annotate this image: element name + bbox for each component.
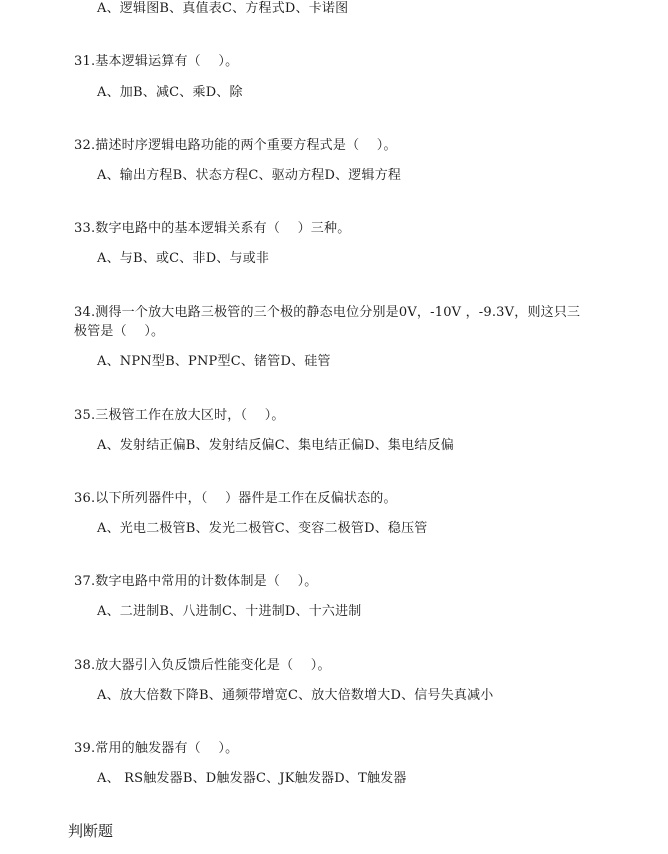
question-30-options: A、逻辑图B、真值表C、方程式D、卡诺图 <box>97 1 349 16</box>
question-31-stem: 31.基本逻辑运算有（ ）。 <box>74 54 239 69</box>
question-32-options: A、输出方程B、状态方程C、驱动方程D、逻辑方程 <box>97 168 402 183</box>
question-36-stem: 36.以下所列器件中，（ ）器件是工作在反偏状态的。 <box>74 491 397 506</box>
question-35-stem: 35.三极管工作在放大区时，（ ）。 <box>74 408 285 423</box>
question-38-stem: 38.放大器引入负反馈后性能变化是（ ）。 <box>74 658 331 673</box>
question-31-options: A、加B、减C、乘D、除 <box>97 85 243 100</box>
question-34-stem-line1: 34.测得一个放大电路三极管的三个极的静态电位分别是0V，-10V ，-9.3V，则这只三 <box>74 305 581 320</box>
question-39-stem: 39.常用的触发器有（ ）。 <box>74 741 239 756</box>
question-32-stem: 32.描述时序逻辑电路功能的两个重要方程式是（ ）。 <box>74 138 397 153</box>
question-33-options: A、与B、或C、非D、与或非 <box>97 251 270 266</box>
question-35-options: A、发射结正偏B、发射结反偏C、集电结正偏D、集电结反偏 <box>97 438 454 453</box>
question-34-stem-line2: 极管是（ ）。 <box>74 324 165 339</box>
question-38-options: A、放大倍数下降B、通频带增宽C、放大倍数增大D、信号失真减小 <box>97 688 494 703</box>
question-34-options: A、NPN型B、PNP型C、锗管D、硅管 <box>97 354 331 369</box>
question-39-options: A、 RS触发器B、D触发器C、JK触发器D、T触发器 <box>97 771 407 786</box>
question-36-options: A、光电二极管B、发光二极管C、变容二极管D、稳压管 <box>97 521 428 536</box>
question-33-stem: 33.数字电路中的基本逻辑关系有（ ）三种。 <box>74 221 351 236</box>
section-title: 判断题 <box>68 822 114 840</box>
question-37-stem: 37.数字电路中常用的计数体制是（ ）。 <box>74 574 318 589</box>
question-37-options: A、二进制B、八进制C、十进制D、十六进制 <box>97 604 362 619</box>
